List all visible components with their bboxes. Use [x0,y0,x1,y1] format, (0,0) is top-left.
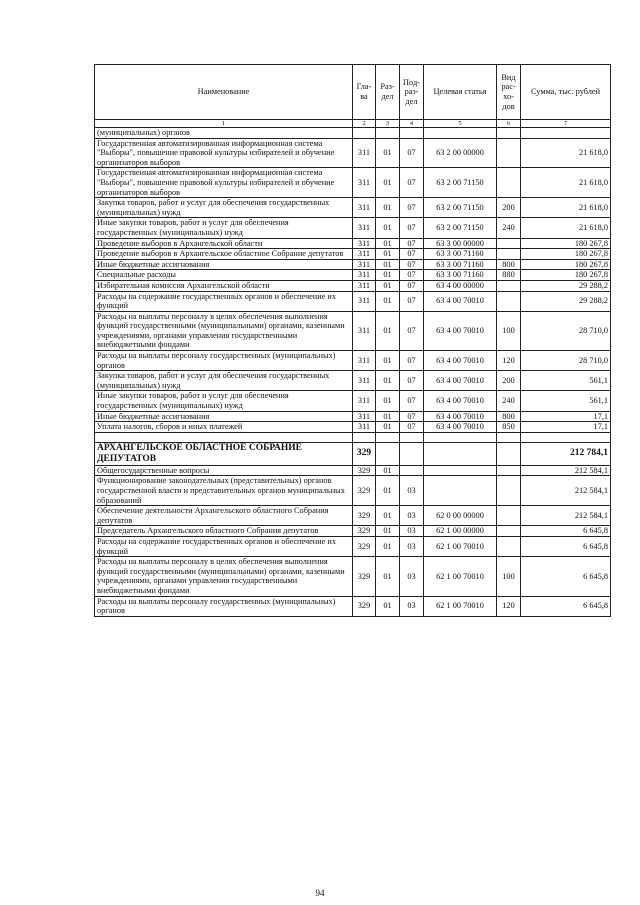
header-name: Наименование [95,65,353,120]
cell-podrazdel: 07 [400,168,424,198]
cell-vid: 850 [497,422,521,433]
table-row [95,198,611,218]
cell-target: 63 2 00 00000 [424,138,497,168]
cell-name: Закупка товаров, работ и услуг для обеспечения государственных (муниципальных) нужд [95,198,353,218]
cell-glava: 311 [353,280,376,291]
cell-sum: 180 267,8 [521,238,611,249]
cell-vid: 800 [497,411,521,422]
cell-glava: 311 [353,371,376,391]
cell-razdel [376,128,400,139]
cell-glava: 311 [353,198,376,218]
cell-target [424,442,497,465]
cell-razdel: 01 [376,422,400,433]
cell-podrazdel: 07 [400,371,424,391]
cell-podrazdel: 07 [400,238,424,249]
header-podrazdel: Под-раз-дел [400,65,424,120]
cell-glava: 329 [353,506,376,526]
header-row [95,65,611,120]
cell-podrazdel: 07 [400,391,424,411]
table-row [95,465,611,476]
cell-sum: 180 267,8 [521,259,611,270]
header-vid: Вид рас-хо-дов [497,65,521,120]
cell-razdel: 01 [376,280,400,291]
cell-razdel: 01 [376,596,400,616]
cell-name: Специальные расходы [95,270,353,281]
table-body [95,128,611,617]
table-row [95,536,611,556]
table-row [95,422,611,433]
cell-sum: 212 584,1 [521,465,611,476]
cell-razdel: 01 [376,238,400,249]
empty-cell [497,432,521,442]
cell-glava: 311 [353,259,376,270]
cell-razdel: 01 [376,465,400,476]
cell-target: 63 4 00 70010 [424,371,497,391]
cell-vid [497,442,521,465]
cell-glava: 329 [353,557,376,596]
cell-glava: 311 [353,168,376,198]
cell-target: 63 4 00 70010 [424,291,497,311]
cell-sum: 29 288,2 [521,291,611,311]
header-target: Целевая статья [424,65,497,120]
cell-sum: 212 584,1 [521,476,611,506]
cell-podrazdel [400,442,424,465]
empty-cell [521,432,611,442]
cell-vid [497,168,521,198]
cell-target: 63 3 00 71160 [424,259,497,270]
column-number: 7 [521,120,611,128]
cell-target: 63 2 00 71150 [424,218,497,238]
cell-vid: 100 [497,557,521,596]
cell-vid: 880 [497,270,521,281]
cell-glava: 329 [353,465,376,476]
cell-target: 62 1 00 70010 [424,536,497,556]
cell-razdel: 01 [376,168,400,198]
cell-sum: 17,1 [521,422,611,433]
cell-name: Избирательная комиссия Архангельской области [95,280,353,291]
column-number: 6 [497,120,521,128]
cell-vid: 240 [497,391,521,411]
cell-target: 63 3 00 71160 [424,270,497,281]
cell-podrazdel: 03 [400,596,424,616]
cell-razdel: 01 [376,311,400,350]
cell-razdel: 01 [376,270,400,281]
cell-sum: 6 645,8 [521,536,611,556]
table-row [95,526,611,537]
cell-vid: 120 [497,351,521,371]
cell-razdel: 01 [376,371,400,391]
cell-vid [497,291,521,311]
cell-glava: 311 [353,411,376,422]
cell-name: Проведение выборов в Архангельское областное Собрание депутатов [95,249,353,260]
cell-name: Обеспечение деятельности Архангельского областного Собрания депутатов [95,506,353,526]
cell-podrazdel: 03 [400,526,424,537]
cell-name: Уплата налогов, сборов и иных платежей [95,422,353,433]
cell-vid: 120 [497,596,521,616]
table-row [95,391,611,411]
cell-razdel: 01 [376,291,400,311]
cell-target: 63 4 00 70010 [424,422,497,433]
cell-vid [497,526,521,537]
cell-podrazdel: 07 [400,411,424,422]
cell-target: 63 4 00 70010 [424,411,497,422]
cell-name: (муниципальных) органов [95,128,353,139]
cell-podrazdel: 03 [400,476,424,506]
table-row [95,371,611,391]
header-sum: Сумма, тыс. рублей [521,65,611,120]
cell-razdel: 01 [376,526,400,537]
cell-target: 62 1 00 70010 [424,557,497,596]
column-number: 2 [353,120,376,128]
table-row [95,291,611,311]
cell-target: 63 4 00 00000 [424,280,497,291]
cell-glava: 311 [353,138,376,168]
cell-target: 63 3 00 71160 [424,249,497,260]
cell-glava: 329 [353,442,376,465]
cell-name: Государственная автоматизированная информационная система "Выборы", повышение правовой культуры избирателей и обучение организаторов выборов [95,168,353,198]
cell-target: 63 3 00 00000 [424,238,497,249]
cell-glava [353,128,376,139]
budget-table [94,64,611,617]
cell-name: Председатель Архангельского областного Собрания депутатов [95,526,353,537]
table-row [95,506,611,526]
cell-name: Расходы на выплаты персоналу государственных (муниципальных) органов [95,351,353,371]
column-number: 3 [376,120,400,128]
cell-sum: 17,1 [521,411,611,422]
cell-podrazdel: 07 [400,311,424,350]
cell-razdel: 01 [376,351,400,371]
cell-target [424,465,497,476]
cell-sum: 212 584,1 [521,506,611,526]
cell-razdel: 01 [376,411,400,422]
cell-sum: 28 710,0 [521,351,611,371]
cell-vid [497,238,521,249]
cell-name: АРХАНГЕЛЬСКОЕ ОБЛАСТНОЕ СОБРАНИЕ ДЕПУТАТОВ [95,442,353,465]
cell-razdel: 01 [376,138,400,168]
table-row [95,442,611,465]
cell-razdel: 01 [376,218,400,238]
header-glava: Гла-ва [353,65,376,120]
cell-podrazdel: 07 [400,259,424,270]
cell-target: 63 4 00 70010 [424,351,497,371]
cell-podrazdel: 03 [400,536,424,556]
cell-sum: 180 267,8 [521,249,611,260]
cell-sum: 28 710,0 [521,311,611,350]
cell-glava: 311 [353,270,376,281]
cell-sum: 6 645,8 [521,526,611,537]
cell-sum: 561,1 [521,371,611,391]
cell-target: 63 4 00 70010 [424,311,497,350]
cell-vid: 800 [497,259,521,270]
cell-sum: 29 288,2 [521,280,611,291]
cell-glava: 311 [353,291,376,311]
empty-cell [353,432,376,442]
cell-vid: 240 [497,218,521,238]
table-row [95,411,611,422]
cell-name: Расходы на выплаты персоналу в целях обеспечения выполнения функций государственными (муниципальными) органами, казенными учреждениями, органами управления государственными внебюджетными фондами [95,311,353,350]
cell-podrazdel: 07 [400,138,424,168]
cell-razdel: 01 [376,391,400,411]
cell-glava: 311 [353,249,376,260]
table-row [95,238,611,249]
cell-target: 62 1 00 70010 [424,596,497,616]
table-row [95,280,611,291]
cell-podrazdel: 07 [400,291,424,311]
cell-vid: 200 [497,371,521,391]
cell-sum [521,128,611,139]
cell-vid [497,506,521,526]
cell-name: Иные закупки товаров, работ и услуг для обеспечения государственных (муниципальных) нужд [95,391,353,411]
cell-razdel: 01 [376,476,400,506]
cell-podrazdel: 07 [400,280,424,291]
cell-sum: 180 267,8 [521,270,611,281]
cell-vid [497,128,521,139]
cell-sum: 6 645,8 [521,596,611,616]
cell-name: Проведение выборов в Архангельской области [95,238,353,249]
cell-name: Закупка товаров, работ и услуг для обеспечения государственных (муниципальных) нужд [95,371,353,391]
cell-podrazdel: 07 [400,270,424,281]
cell-podrazdel: 07 [400,249,424,260]
table-row [95,351,611,371]
cell-sum: 212 784,1 [521,442,611,465]
cell-glava: 329 [353,536,376,556]
cell-glava: 311 [353,391,376,411]
cell-glava: 329 [353,596,376,616]
cell-podrazdel: 07 [400,351,424,371]
column-number: 1 [95,120,353,128]
cell-podrazdel: 07 [400,218,424,238]
table-row [95,138,611,168]
cell-sum: 6 645,8 [521,557,611,596]
empty-cell [400,432,424,442]
cell-name: Иные закупки товаров, работ и услуг для обеспечения государственных (муниципальных) нужд [95,218,353,238]
table-row [95,168,611,198]
page-number: 94 [315,888,325,898]
cell-name: Общегосударственные вопросы [95,465,353,476]
cell-podrazdel: 07 [400,198,424,218]
cell-target: 63 2 00 71150 [424,168,497,198]
cell-name: Иные бюджетные ассигнования [95,411,353,422]
cell-vid [497,280,521,291]
cell-target [424,128,497,139]
cell-podrazdel: 03 [400,506,424,526]
cell-glava: 311 [353,311,376,350]
cell-glava: 329 [353,476,376,506]
cell-vid [497,476,521,506]
cell-razdel: 01 [376,259,400,270]
table-row [95,259,611,270]
cell-glava: 311 [353,238,376,249]
budget-page [94,64,610,617]
cell-podrazdel [400,128,424,139]
cell-vid [497,249,521,260]
empty-cell [95,432,353,442]
cell-razdel: 01 [376,506,400,526]
cell-target [424,476,497,506]
header-razdel: Раз-дел [376,65,400,120]
cell-name: Государственная автоматизированная информационная система "Выборы", повышение правовой культуры избирателей и обучение организаторов выборов [95,138,353,168]
cell-target: 63 4 00 70010 [424,391,497,411]
cell-podrazdel: 07 [400,422,424,433]
table-row [95,476,611,506]
empty-cell [376,432,400,442]
cell-vid [497,465,521,476]
cell-sum: 21 618,0 [521,168,611,198]
cell-name: Иные бюджетные ассигнования [95,259,353,270]
cell-target: 62 1 00 00000 [424,526,497,537]
cell-glava: 311 [353,422,376,433]
cell-razdel [376,442,400,465]
table-row [95,128,611,139]
table-row [95,218,611,238]
cell-podrazdel [400,465,424,476]
table-row [95,270,611,281]
cell-vid: 200 [497,198,521,218]
cell-razdel: 01 [376,536,400,556]
cell-name: Функционирование законодательных (представительных) органов государственной власти и представительных органов муниципальных образований [95,476,353,506]
cell-sum: 21 618,0 [521,138,611,168]
cell-razdel: 01 [376,249,400,260]
cell-name: Расходы на выплаты персоналу в целях обеспечения выполнения функций государственными (муниципальными) органами, казенными учреждениями, органами управления государственными внебюджетными фондами [95,557,353,596]
cell-name: Расходы на содержание государственных органов и обеспечение их функций [95,536,353,556]
table-row [95,596,611,616]
table-row [95,557,611,596]
cell-vid [497,138,521,168]
cell-razdel: 01 [376,198,400,218]
cell-glava: 329 [353,526,376,537]
cell-sum: 21 618,0 [521,218,611,238]
table-row [95,249,611,260]
cell-podrazdel: 03 [400,557,424,596]
cell-vid [497,536,521,556]
cell-target: 62 0 00 00000 [424,506,497,526]
cell-sum: 21 618,0 [521,198,611,218]
empty-cell [424,432,497,442]
cell-sum: 561,1 [521,391,611,411]
cell-glava: 311 [353,351,376,371]
column-number-row [95,120,611,128]
cell-name: Расходы на содержание государственных органов и обеспечение их функций [95,291,353,311]
table-row [95,311,611,350]
column-number: 5 [424,120,497,128]
spacer-row [95,432,611,442]
cell-name: Расходы на выплаты персоналу государственных (муниципальных) органов [95,596,353,616]
cell-vid: 100 [497,311,521,350]
cell-razdel: 01 [376,557,400,596]
column-number: 4 [400,120,424,128]
cell-glava: 311 [353,218,376,238]
cell-target: 63 2 00 71150 [424,198,497,218]
